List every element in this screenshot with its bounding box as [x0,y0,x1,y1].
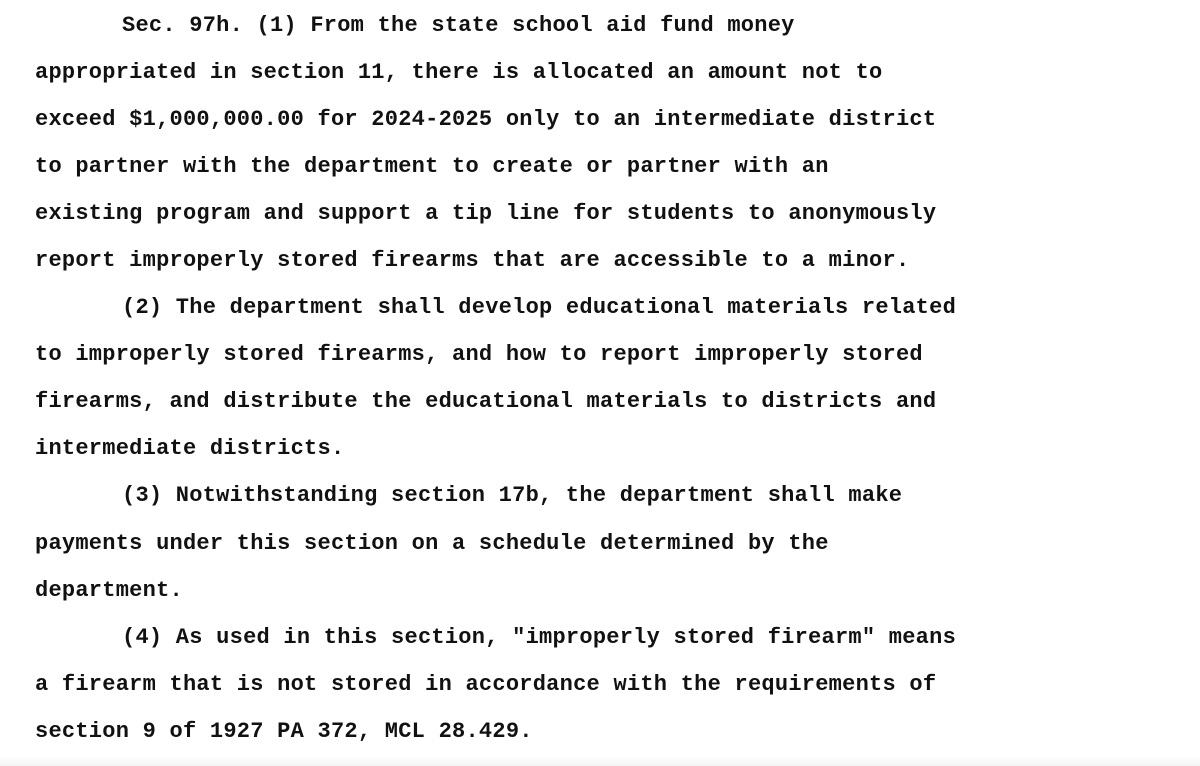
text-line: appropriated in section 11, there is allocated an amount not to [35,60,883,85]
text-line: firearms, and distribute the educational materials to districts and [35,389,937,414]
text-line: a firearm that is not stored in accordance with the requirements of [35,672,937,697]
section-97h-heading-line: Sec. 97h. (1) From the state school aid fund money [122,13,795,38]
text-line: intermediate districts. [35,436,345,461]
text-line: to partner with the department to create or partner with an [35,154,829,179]
subsection-3-line: (3) Notwithstanding section 17b, the department shall make [122,483,903,508]
bottom-edge-shade [0,756,1200,766]
text-line: report improperly stored firearms that are accessible to a minor. [35,248,910,273]
text-line: to improperly stored firearms, and how to report improperly stored [35,342,923,367]
text-line: section 9 of 1927 PA 372, MCL 28.429. [35,719,533,744]
subsection-2-line: (2) The department shall develop educational materials related [122,295,957,320]
text-line: exceed $1,000,000.00 for 2024-2025 only to an intermediate district [35,107,937,132]
text-line: payments under this section on a schedule determined by the [35,531,829,556]
text-line: department. [35,578,183,603]
text-line: existing program and support a tip line for students to anonymously [35,201,937,226]
subsection-4-line: (4) As used in this section, "improperly stored firearm" means [122,625,957,650]
